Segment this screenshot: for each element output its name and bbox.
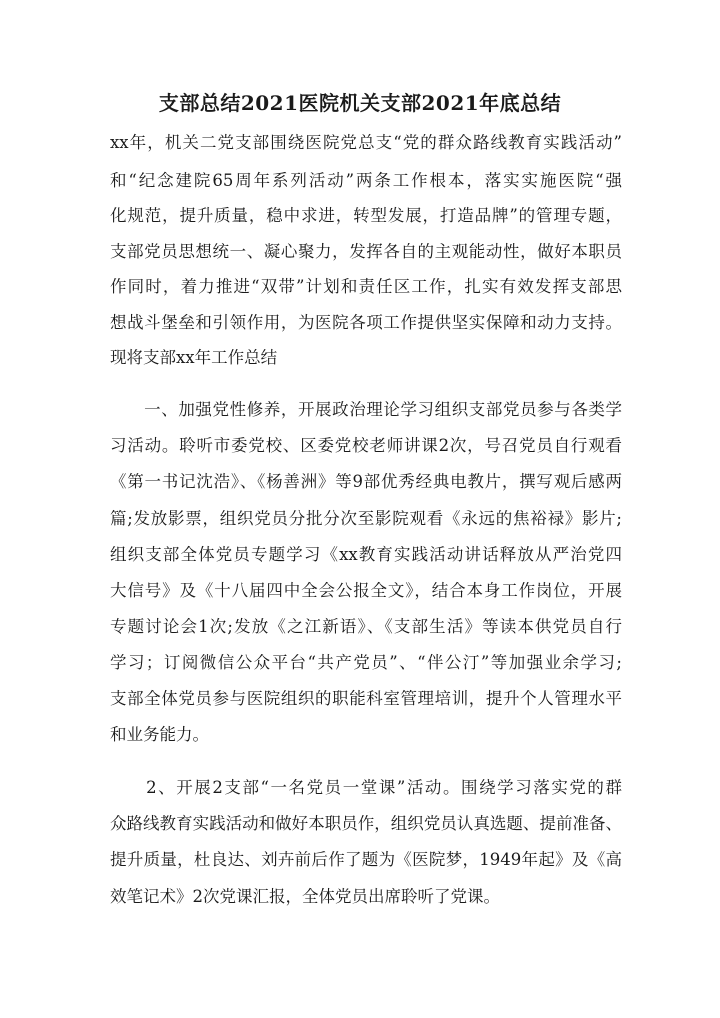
paragraph-line: 一、加强党性修养，开展政治理论学习组织支部党员参与各类学 [110,400,622,419]
paragraph-line: 提升质量，杜良达、刘卉前后作了题为《医院梦，1949年起》及《高 [110,850,622,869]
paragraph-line: 大信号》及《十八届四中全会公报全文》，结合本身工作岗位，开展 [110,581,622,600]
paragraph-line: 2、开展2支部“一名党员一堂课”活动。围绕学习落实党的群 [110,778,622,797]
paragraph-line: xx年，机关二党支部围绕医院党总支“党的群众路线教育实践活动” [110,133,622,152]
paragraph-line: 现将支部xx年工作总结 [110,348,278,367]
paragraph-line: 和业务能力。 [110,725,209,744]
paragraph-line: 篇;发放影票，组织党员分批分次至影院观看《永远的焦裕禄》影片; [110,509,622,528]
paragraph-line: 组织支部全体党员专题学习《xx教育实践活动讲话释放从严治党四 [110,545,622,564]
paragraph-line: 支部党员思想统一、凝心聚力，发挥各自的主观能动性，做好本职员 [110,242,622,261]
paragraph-line: 众路线教育实践活动和做好本职员作，组织党员认真选题、提前准备、 [110,814,622,833]
paragraph-line: 支部全体党员参与医院组织的职能科室管理培训，提升个人管理水平 [110,689,622,708]
document-title: 支部总结2021医院机关支部2021年底总结 [158,91,562,115]
paragraph-line: 习活动。聆听市委党校、区委党校老师讲课2次，号召党员自行观看 [110,436,622,455]
paragraph-line: 《第一书记沈浩》、《杨善洲》等9部优秀经典电教片，撰写观后感两 [110,472,622,491]
paragraph-line: 想战斗堡垒和引领作用，为医院各项工作提供坚实保障和动力支持。 [110,313,622,332]
paragraph-line: 学习；订阅微信公众平台“共产党员”、“伴公汀”等加强业余学习; [110,653,622,672]
paragraph-line: 化规范，提升质量，稳中求进，转型发展，打造品牌”的管理专题， [110,206,622,225]
paragraph-line: 和“纪念建院65周年系列活动”两条工作根本，落实实施医院“强 [110,171,622,190]
paragraph-line: 作同时，着力推进“双带”计划和责任区工作，扎实有效发挥支部思 [110,277,622,296]
paragraph-line: 效笔记术》2次党课汇报，全体党员出席聆听了党课。 [110,887,500,906]
paragraph-line: 专题讨论会1次;发放《之江新语》、《支部生活》等读本供党员自行 [110,617,622,636]
